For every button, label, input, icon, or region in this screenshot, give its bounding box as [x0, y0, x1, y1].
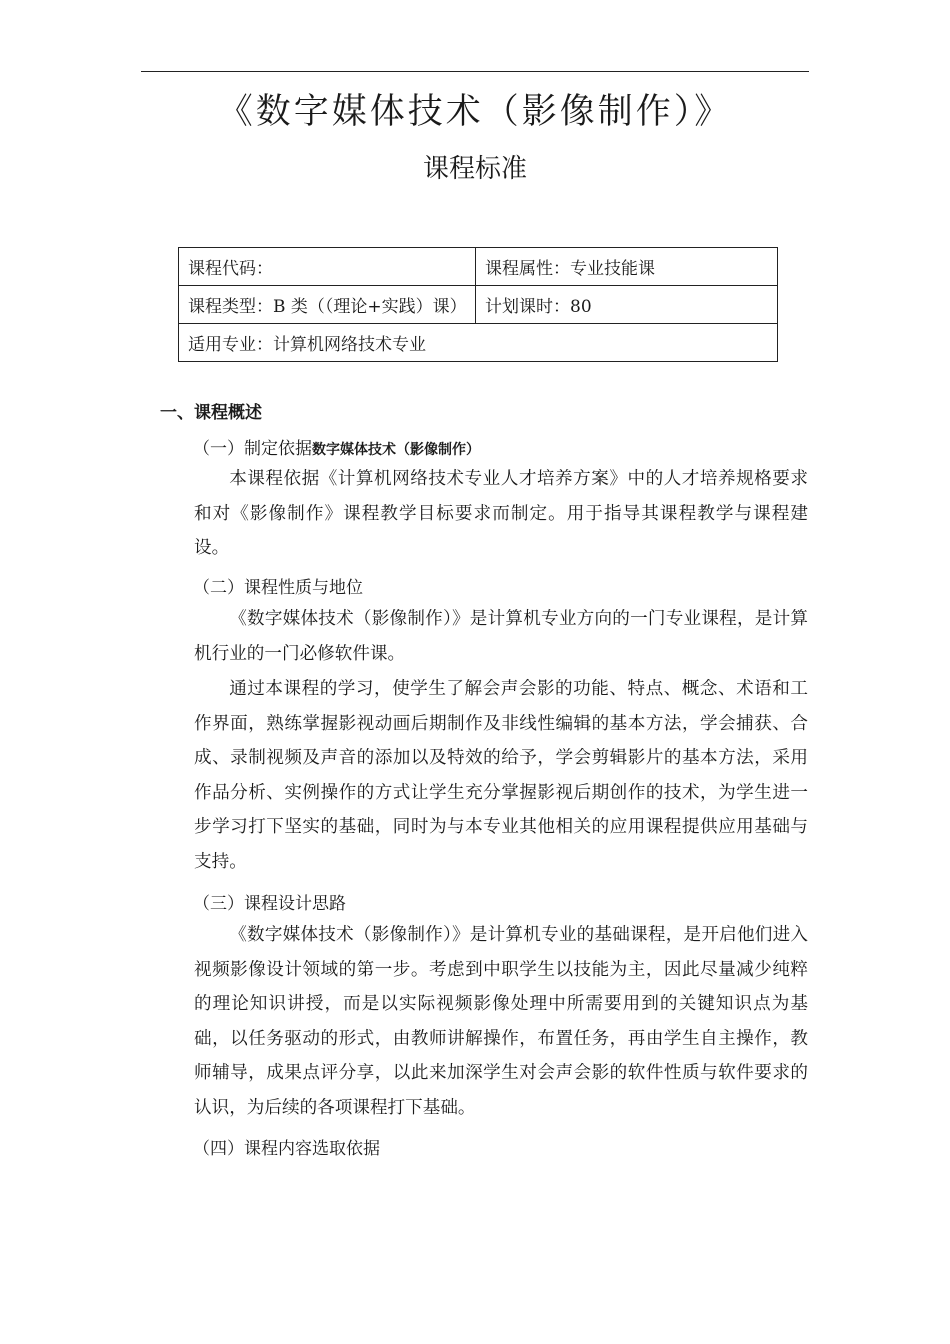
subsection-design: （三）课程设计思路 — [193, 894, 346, 914]
paragraph-basis: 本课程依据《计算机网络技术专业人才培养方案》中的人才培养规格要求和对《影像制作》课程教学目标要求而制定。用于指导其课程教学与课程建设。 — [194, 469, 808, 559]
paragraph-objectives: 通过本课程的学习，使学生了解会声会影的功能、特点、概念、术语和工作界面，熟练掌握影视动画后期制作及非线性编辑的基本方法，学会捕获、合成、录制视频及声音的添加以及特效的给予，学会剪辑影片的基本方法，采用作品分析、实例操作的方式让学生充分掌握影视后期创作的技术，为学生进一步学习打下坚实的基础，同时为与本专业其他相关的应用课程提供应用基础与支持。 — [194, 679, 808, 872]
document-subtitle: 课程标准 — [422, 154, 527, 184]
section-heading-overview: 一、课程概述 — [160, 403, 262, 423]
subsection-basis — [193, 434, 480, 459]
table-row — [179, 248, 778, 286]
applicable-major-cell: 适用专业：计算机网络技术专业 — [179, 324, 778, 362]
table-row — [179, 286, 778, 324]
course-type-cell: 课程类型：B 类（（理论+实践）课） — [179, 286, 476, 324]
table-row — [179, 324, 778, 362]
paragraph-nature: 《数字媒体技术（影像制作）》是计算机专业方向的一门专业课程，是计算机行业的一门必修软件课。 — [194, 609, 808, 664]
course-hours-cell: 计划课时：80 — [476, 286, 778, 324]
paragraph-design: 《数字媒体技术（影像制作）》是计算机专业的基础课程，是开启他们进入视频影像设计领域的第一步。考虑到中职学生以技能为主，因此尽量减少纯粹的理论知识讲授，而是以实际视频影像处理中所需要用到的关键知识点为基础，以任务驱动的形式，由教师讲解操作，布置任务，再由学生自主操作，教师辅导，成果点评分享，以此来加深学生对会声会影的软件性质与软件要求的认识，为后续的各项课程打下基础。 — [194, 925, 808, 1118]
document-title: 《数字媒体技术（影像制作）》 — [217, 92, 733, 132]
course-code-cell: 课程代码： — [179, 248, 476, 286]
subsection-basis-label: （一）制定依据 — [193, 439, 312, 459]
course-attribute-cell: 课程属性：专业技能课 — [476, 248, 778, 286]
course-info-table — [178, 247, 778, 362]
subsection-nature: （二）课程性质与地位 — [193, 578, 363, 598]
header-rule — [141, 71, 809, 72]
subsection-basis-inline: 数字媒体技术（影像制作） — [312, 442, 480, 458]
subsection-content-basis: （四）课程内容选取依据 — [193, 1139, 380, 1159]
